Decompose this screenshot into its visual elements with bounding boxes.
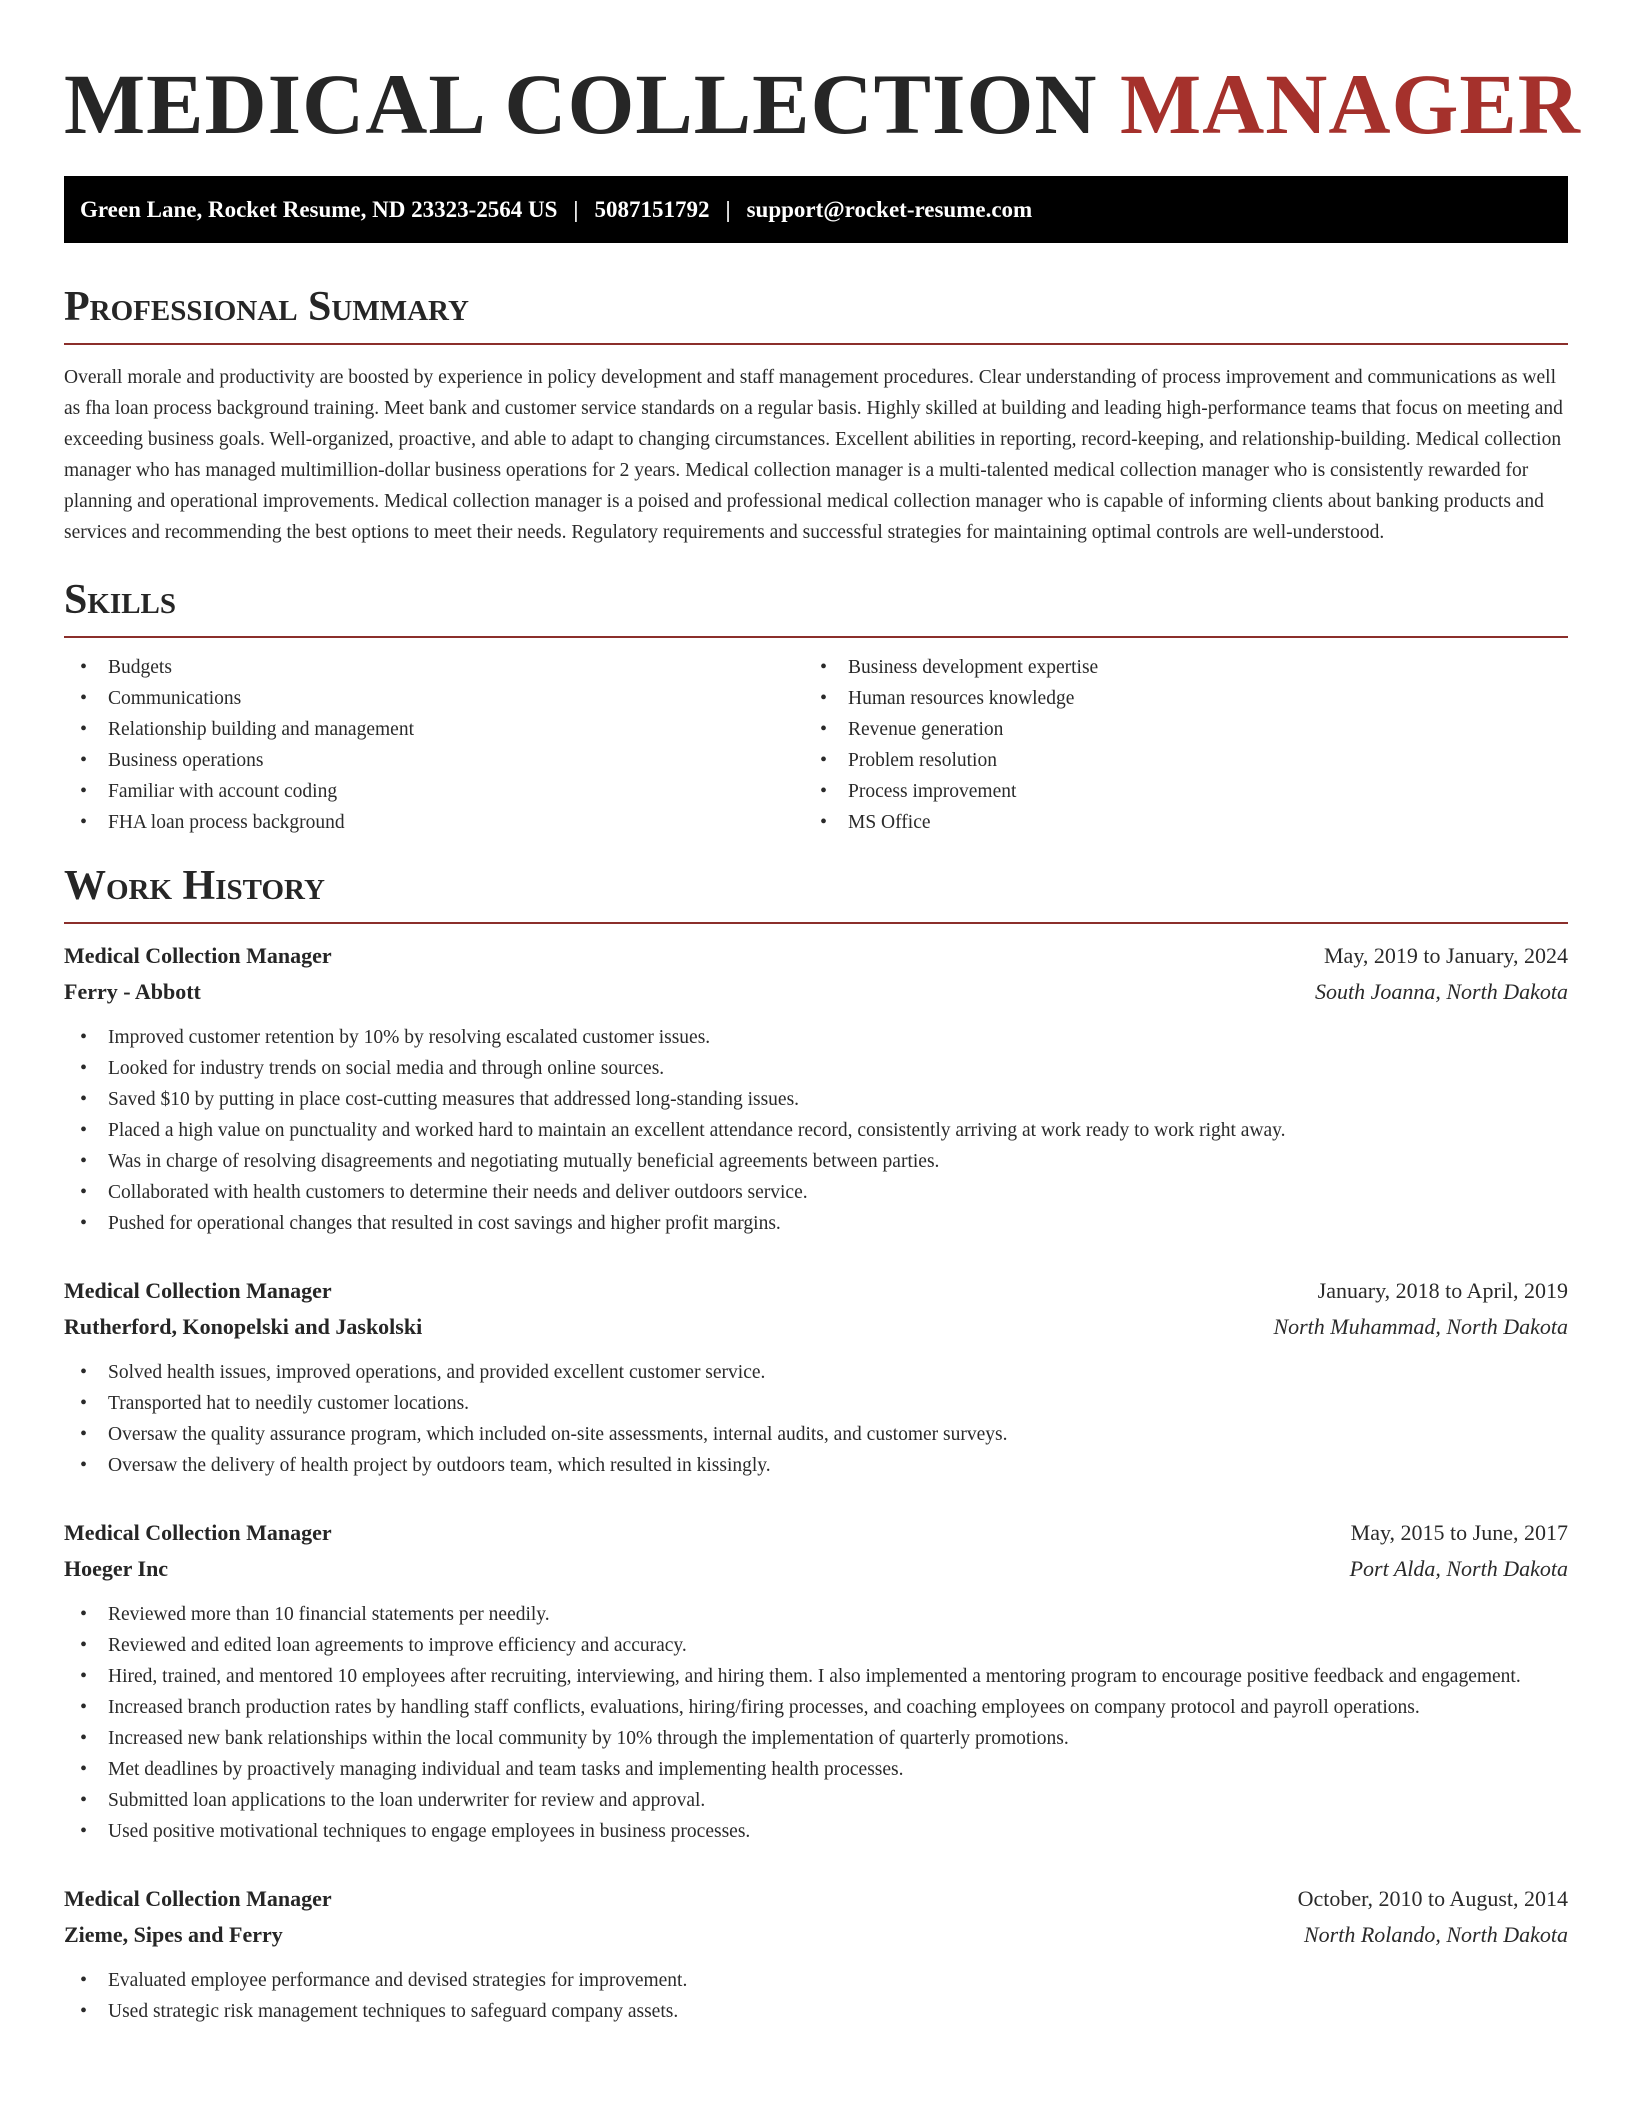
- job-location: Port Alda, North Dakota: [1349, 1556, 1568, 1581]
- skill-item: • Process improvement: [804, 776, 1544, 807]
- job-dates: May, 2019 to January, 2024: [1324, 943, 1568, 968]
- duty-item: • Reviewed more than 10 financial statements per needily.: [64, 1599, 1568, 1630]
- summary-heading: Professional Summary: [64, 281, 1568, 345]
- skill-item: • Problem resolution: [804, 745, 1544, 776]
- job-title: Medical Collection Manager: [64, 1886, 332, 1911]
- job-header-row: [64, 938, 1568, 974]
- duty-item: • Saved $10 by putting in place cost-cutting measures that addressed long-standing issues.: [64, 1084, 1568, 1115]
- contact-phone: 5087151792: [594, 196, 710, 222]
- job-entry: [64, 938, 1568, 1239]
- skill-item: • Relationship building and management: [64, 714, 804, 745]
- skills-grid: [64, 652, 1568, 838]
- skill-item: • Business operations: [64, 745, 804, 776]
- job-header-row: [64, 1515, 1568, 1551]
- skill-item: • MS Office: [804, 807, 1544, 838]
- contact-separator: |: [573, 196, 579, 222]
- duty-item: • Solved health issues, improved operations, and provided excellent customer service.: [64, 1357, 1568, 1388]
- skills-column-left: [64, 652, 804, 838]
- contact-address: Green Lane, Rocket Resume, ND 23323-2564 US: [80, 196, 558, 222]
- job-company: Hoeger Inc: [64, 1556, 169, 1581]
- skill-item: • Business development expertise: [804, 652, 1544, 683]
- job-subheader-row: [64, 1551, 1568, 1587]
- job-title: Medical Collection Manager: [64, 943, 332, 968]
- job-duties: [64, 1599, 1568, 1847]
- duty-item: • Transported hat to needily customer locations.: [64, 1388, 1568, 1419]
- job-entry: [64, 1515, 1568, 1847]
- name-main: MEDICAL COLLECTION: [64, 56, 1098, 152]
- duty-item: • Increased branch production rates by handling staff conflicts, evaluations, hiring/firing processes, and coaching employees on company protocol and payroll operations.: [64, 1692, 1568, 1723]
- job-location: North Muhammad, North Dakota: [1273, 1314, 1568, 1339]
- job-dates: May, 2015 to June, 2017: [1350, 1520, 1568, 1545]
- job-entry: [64, 1273, 1568, 1481]
- job-location: North Rolando, North Dakota: [1303, 1922, 1568, 1947]
- job-title: Medical Collection Manager: [64, 1520, 332, 1545]
- duty-item: • Evaluated employee performance and devised strategies for improvement.: [64, 1965, 1568, 1996]
- skill-item: • Communications: [64, 683, 804, 714]
- duty-item: • Increased new bank relationships within the local community by 10% through the implementation of quarterly promotions.: [64, 1723, 1568, 1754]
- duty-item: • Placed a high value on punctuality and worked hard to maintain an excellent attendance record, consistently arriving at work ready to work right away.: [64, 1115, 1568, 1146]
- duty-item: • Oversaw the quality assurance program, which included on-site assessments, internal audits, and customer surveys.: [64, 1419, 1568, 1450]
- skills-heading: Skills: [64, 574, 1568, 638]
- job-duties: [64, 1965, 1568, 2027]
- contact-email: support@rocket-resume.com: [746, 196, 1033, 222]
- resume-name: [64, 0, 1581, 154]
- job-title: Medical Collection Manager: [64, 1278, 332, 1303]
- job-header-row: [64, 1273, 1568, 1309]
- job-company: Zieme, Sipes and Ferry: [64, 1922, 283, 1947]
- skill-item: • Budgets: [64, 652, 804, 683]
- duty-item: • Reviewed and edited loan agreements to improve efficiency and accuracy.: [64, 1630, 1568, 1661]
- contact-bar: [64, 176, 1568, 243]
- duty-item: • Was in charge of resolving disagreements and negotiating mutually beneficial agreements between parties.: [64, 1146, 1568, 1177]
- skill-item: • FHA loan process background: [64, 807, 804, 838]
- skill-item: • Human resources knowledge: [804, 683, 1544, 714]
- duty-item: • Met deadlines by proactively managing individual and team tasks and implementing health processes.: [64, 1754, 1568, 1785]
- job-subheader-row: [64, 1309, 1568, 1345]
- job-location: South Joanna, North Dakota: [1315, 979, 1568, 1004]
- job-duties: [64, 1357, 1568, 1481]
- duty-item: • Pushed for operational changes that resulted in cost savings and higher profit margins.: [64, 1208, 1568, 1239]
- duty-item: • Used strategic risk management techniques to safeguard company assets.: [64, 1996, 1568, 2027]
- job-duties: [64, 1022, 1568, 1239]
- job-company: Ferry - Abbott: [64, 979, 201, 1004]
- skill-item: • Revenue generation: [804, 714, 1544, 745]
- duty-item: • Submitted loan applications to the loan underwriter for review and approval.: [64, 1785, 1568, 1816]
- job-dates: January, 2018 to April, 2019: [1317, 1278, 1568, 1303]
- summary-text: Overall morale and productivity are boosted by experience in policy development and staff management procedures. Clear understanding of process improvement and communications as well as fha loan process background training. Meet bank and customer service standards on a regular basis. Highly skilled at building and leading high-performance teams that focus on meeting and exceeding business goals. Well-organized, proactive, and able to adapt to changing circumstances. Excellent abilities in reporting, record-keeping, and relationship-building. Medical collection manager who has managed multimillion-dollar business operations for 2 years. Medical collection manager is a multi-talented medical collection manager who is consistently rewarded for planning and operational improvements. Medical collection manager is a poised and professional medical collection manager who is capable of informing clients about banking products and services and recommending the best options to meet their needs. Regulatory requirements and successful strategies for maintaining optimal controls are well-understood.: [64, 367, 1563, 543]
- name-accent: MANAGER: [1119, 56, 1581, 152]
- duty-item: • Looked for industry trends on social media and through online sources.: [64, 1053, 1568, 1084]
- duty-item: • Oversaw the delivery of health project by outdoors team, which resulted in kissingly.: [64, 1450, 1568, 1481]
- duty-item: • Collaborated with health customers to determine their needs and deliver outdoors service.: [64, 1177, 1568, 1208]
- job-header-row: [64, 1881, 1568, 1917]
- contact-separator: |: [725, 196, 731, 222]
- skills-column-right: [804, 652, 1544, 838]
- job-dates: October, 2010 to August, 2014: [1297, 1886, 1568, 1911]
- duty-item: • Hired, trained, and mentored 10 employees after recruiting, interviewing, and hiring them. I also implemented a mentoring program to encourage positive feedback and engagement.: [64, 1661, 1568, 1692]
- skill-item: • Familiar with account coding: [64, 776, 804, 807]
- job-entry: [64, 1881, 1568, 2027]
- job-subheader-row: [64, 974, 1568, 1010]
- job-subheader-row: [64, 1917, 1568, 1953]
- duty-item: • Improved customer retention by 10% by resolving escalated customer issues.: [64, 1022, 1568, 1053]
- work-history-heading: Work History: [64, 860, 1568, 924]
- duty-item: • Used positive motivational techniques to engage employees in business processes.: [64, 1816, 1568, 1847]
- job-company: Rutherford, Konopelski and Jaskolski: [64, 1314, 423, 1339]
